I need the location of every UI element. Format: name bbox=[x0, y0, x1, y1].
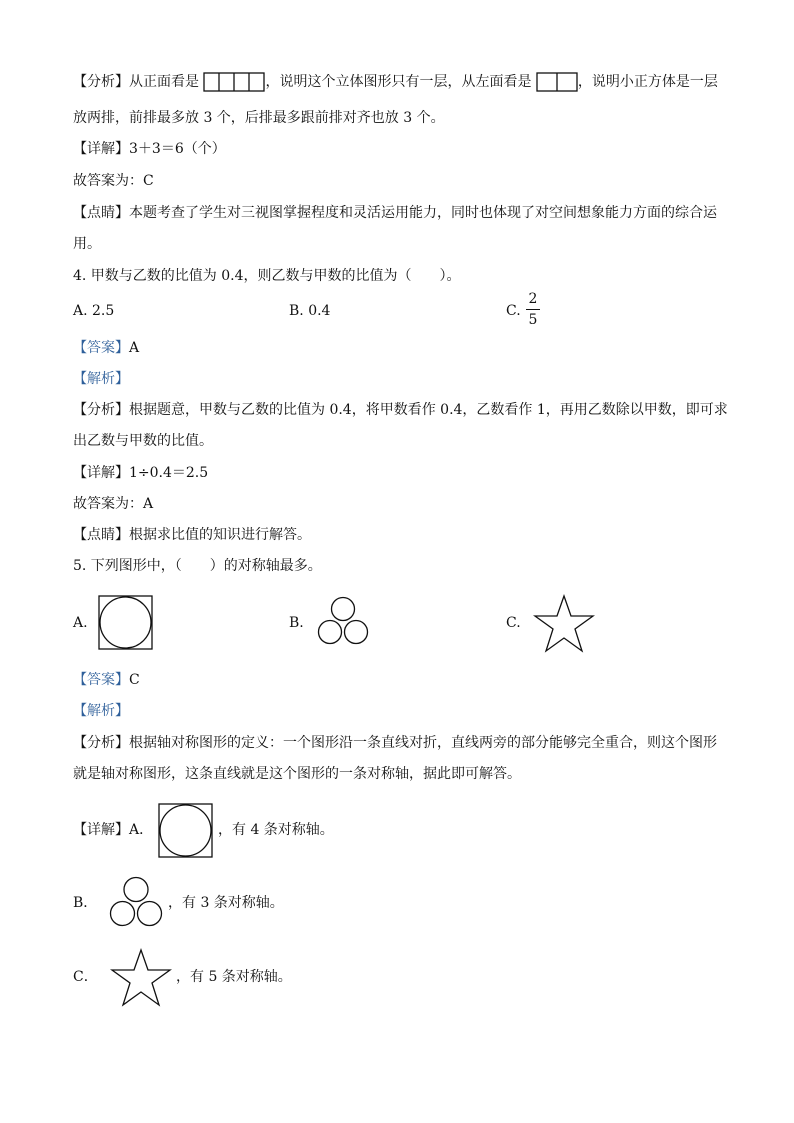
q3-comment-line2: 用。 bbox=[73, 236, 101, 252]
q5-detail-c-label: C． bbox=[73, 969, 98, 985]
q5-detail-a-text: ，有 4 条对称轴。 bbox=[218, 822, 334, 838]
detail-tag: 【详解】 bbox=[73, 141, 129, 157]
q5-detail-b-text: ，有 3 条对称轴。 bbox=[168, 895, 284, 911]
q4-analysis-line1: 【分析】根据题意，甲数与乙数的比值为 0.4，将甲数看作 0.4，乙数看作 1，再用乙数除以甲数，即可求 bbox=[73, 402, 728, 418]
front-view-figure bbox=[203, 72, 265, 92]
star-figure bbox=[533, 594, 595, 654]
answer-tag: 【答案】 bbox=[73, 340, 129, 356]
detail-tag: 【详解】 bbox=[73, 465, 129, 481]
q5-detail-a: 【详解】A． bbox=[73, 822, 154, 838]
fraction-denominator: 5 bbox=[528, 312, 538, 328]
answer-value: C bbox=[129, 672, 140, 688]
q4-option-b: B. 0.4 bbox=[289, 303, 331, 319]
q5-option-b-label: B. bbox=[289, 615, 304, 631]
q5-option-c-label: C. bbox=[506, 615, 521, 631]
q3-analysis-line2: 放两排，前排最多放 3 个，后排最多跟前排对齐也放 3 个。 bbox=[73, 110, 445, 126]
q4-answer: 故答案为：A bbox=[73, 496, 154, 512]
q4-jiexi-tag: 【解析】 bbox=[73, 371, 129, 387]
q4-stem: 4. 甲数与乙数的比值为 0.4，则乙数与甲数的比值为（ ）。 bbox=[73, 268, 461, 284]
q5-option-a-label: A. bbox=[73, 615, 88, 631]
comment-tag: 【点睛】 bbox=[73, 205, 129, 221]
q5-jiexi-tag: 【解析】 bbox=[73, 703, 129, 719]
detail-tag: 【详解】 bbox=[73, 822, 129, 838]
q5-analysis-line2: 就是轴对称图形，这条直线就是这个图形的一条对称轴，据此即可解答。 bbox=[73, 766, 521, 782]
q4-analysis-line2: 出乙数与甲数的比值。 bbox=[73, 433, 213, 449]
analysis-tag: 【分析】 bbox=[73, 735, 129, 751]
q4-option-a: A. 2.5 bbox=[73, 303, 115, 319]
detail-star-figure bbox=[110, 948, 172, 1008]
answer-tag: 【答案】 bbox=[73, 672, 129, 688]
q5-detail-c-text: ，有 5 条对称轴。 bbox=[176, 969, 292, 985]
q3-answer: 故答案为：C bbox=[73, 173, 154, 189]
q4-detail: 【详解】1÷0.4＝2.5 bbox=[73, 465, 209, 481]
q4-option-c-fraction bbox=[526, 290, 540, 329]
analysis-tag: 【分析】 bbox=[73, 74, 129, 90]
fraction-bar bbox=[526, 309, 540, 310]
q5-analysis-line1: 【分析】根据轴对称图形的定义：一个图形沿一条直线对折，直线两旁的部分能够完全重合，则这个图形 bbox=[73, 735, 717, 751]
three-circles-figure bbox=[316, 596, 370, 648]
left-view-figure bbox=[536, 72, 578, 92]
q5-stem: 5. 下列图形中，（ ）的对称轴最多。 bbox=[73, 558, 322, 574]
q5-detail-b-label: B． bbox=[73, 895, 98, 911]
q3-detail: 【详解】3＋3＝6（个） bbox=[73, 141, 226, 157]
detail-three-circles-figure bbox=[108, 876, 164, 930]
q4-comment: 【点睛】根据求比值的知识进行解答。 bbox=[73, 527, 311, 543]
answer-value: A bbox=[129, 340, 140, 356]
analysis-tag: 【分析】 bbox=[73, 402, 129, 418]
q5-answer-line bbox=[73, 670, 140, 690]
detail-square-circle-figure bbox=[158, 803, 214, 859]
fraction-numerator: 2 bbox=[528, 291, 538, 307]
square-circle-figure bbox=[98, 595, 154, 651]
q3-analysis-line1: 【分析】从正面看是 ，说明这个立体图形只有一层，从左面看是 ，说明小正方体是一层 bbox=[73, 74, 718, 90]
q3-comment-line1: 【点睛】本题考查了学生对三视图掌握程度和灵活运用能力，同时也体现了对空间想象能力方面的综合运 bbox=[73, 205, 717, 221]
q4-option-c-label: C. bbox=[506, 303, 521, 319]
q4-answer-line bbox=[73, 338, 139, 358]
comment-tag: 【点睛】 bbox=[73, 527, 129, 543]
